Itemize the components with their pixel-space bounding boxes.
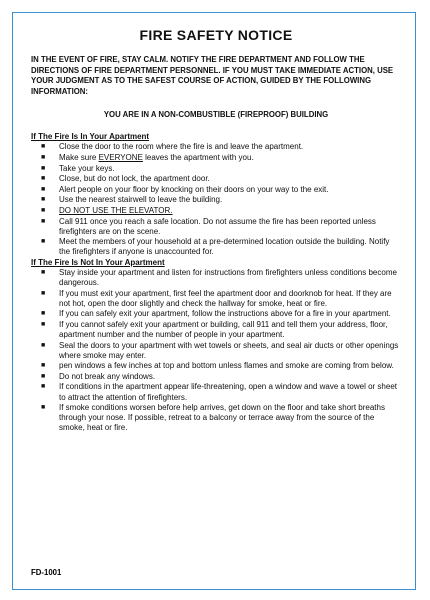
square-bullet-icon: ■ (41, 268, 46, 276)
list-item (31, 361, 401, 371)
item-emphasis: EVERYONE (98, 152, 143, 162)
list-item (31, 268, 401, 288)
square-bullet-icon: ■ (41, 206, 46, 214)
list-item (31, 372, 401, 382)
list-item (31, 174, 401, 184)
item-text: Take your keys. (59, 163, 115, 173)
list-item (31, 320, 401, 340)
list-item (31, 164, 401, 174)
item-text: Meet the members of your household at a pre-determined location outside the building. Notify the firefighters if anyone is unaccounted for. (59, 237, 390, 257)
square-bullet-icon: ■ (41, 341, 46, 349)
square-bullet-icon: ■ (41, 289, 46, 297)
form-code: FD-1001 (31, 568, 62, 577)
item-text: Stay inside your apartment and listen for instructions from firefighters unless conditions become dangerous. (59, 267, 397, 287)
list-item (31, 142, 401, 152)
intro-paragraph: IN THE EVENT OF FIRE, STAY CALM. NOTIFY THE FIRE DEPARTMENT AND FOLLOW THE DIRECTIONS OF FIRE DEPARTMENT PERSONNEL. IF YOU MUST TAKE IMMEDIATE ACTION, USE YOUR JUDGMENT AS TO THE SAFEST COURSE OF ACTION, GUIDED BY THE FOLLOWING INFORMATION: (31, 55, 394, 96)
item-text: Alert people on your floor by knocking on their doors on your way to the exit. (59, 184, 329, 194)
square-bullet-icon: ■ (41, 320, 46, 328)
square-bullet-icon: ■ (41, 404, 46, 412)
item-text: Seal the doors to your apartment with wet towels or sheets, and seal air ducts or other openings where smoke may enter. (59, 340, 399, 360)
list-item (31, 289, 401, 309)
square-bullet-icon: ■ (41, 362, 46, 370)
square-bullet-icon: ■ (41, 164, 46, 172)
item-text: Use the nearest stairwell to leave the building. (59, 195, 223, 205)
item-text: If you can safely exit your apartment, follow the instructions above for a fire in your apartment. (59, 309, 391, 319)
square-bullet-icon: ■ (41, 196, 46, 204)
list-item (31, 153, 401, 163)
square-bullet-icon: ■ (41, 143, 46, 151)
section-in-title: If The Fire Is In Your Apartment (31, 132, 150, 142)
list-item (31, 382, 401, 402)
square-bullet-icon: ■ (41, 153, 46, 161)
notice-frame (12, 12, 416, 590)
square-bullet-icon: ■ (41, 383, 46, 391)
notice-title: FIRE SAFETY NOTICE (139, 27, 293, 43)
square-bullet-icon: ■ (41, 310, 46, 318)
item-text: DO NOT USE THE ELEVATOR. (59, 205, 173, 215)
section-out-title: If The Fire Is Not In Your Apartment (31, 257, 165, 267)
item-text: Make sure (59, 152, 99, 162)
item-text: Call 911 once you reach a safe location. Do not assume the fire has been reported unless firefighters are on the scene. (59, 216, 376, 236)
building-type-heading: YOU ARE IN A NON-COMBUSTIBLE (FIREPROOF) BUILDING (103, 110, 329, 120)
item-text: Close the door to the room where the fire is and leave the apartment. (59, 142, 304, 152)
item-text: Close, but do not lock, the apartment door. (59, 174, 210, 184)
item-text: Do not break any windows. (59, 371, 156, 381)
list-item (31, 206, 401, 216)
list-item (31, 341, 401, 361)
item-text: If smoke conditions worsen before help arrives, get down on the floor and take short breaths through your nose. If possible, retreat to a balcony or terrace away from the source of the smoke, heat or fire. (59, 403, 385, 433)
section-in-list (31, 142, 401, 257)
item-text: If you cannot safely exit your apartment or building, call 911 and tell them your address, floor, apartment number and the number of people in your apartment. (59, 319, 388, 339)
list-item (31, 185, 401, 195)
list-item (31, 217, 401, 237)
item-text: pen windows a few inches at top and bottom unless flames and smoke are coming from below. (59, 361, 394, 371)
item-text: If you must exit your apartment, first feel the apartment door and doorknob for heat. If they are not hot, open the door slightly and check the hallway for smoke, heat or fire. (59, 288, 392, 308)
list-item (31, 309, 401, 319)
square-bullet-icon: ■ (41, 372, 46, 380)
notice-document (13, 13, 415, 433)
item-text: leaves the apartment with you. (142, 152, 254, 162)
square-bullet-icon: ■ (41, 185, 46, 193)
item-text: If conditions in the apartment appear life-threatening, open a window and wave a towel or sheet to attract the attention of firefighters. (59, 382, 397, 402)
list-item (31, 403, 401, 433)
list-item (31, 237, 401, 257)
square-bullet-icon: ■ (41, 175, 46, 183)
square-bullet-icon: ■ (41, 238, 46, 246)
section-out-list (31, 268, 401, 434)
square-bullet-icon: ■ (41, 217, 46, 225)
list-item (31, 195, 401, 205)
